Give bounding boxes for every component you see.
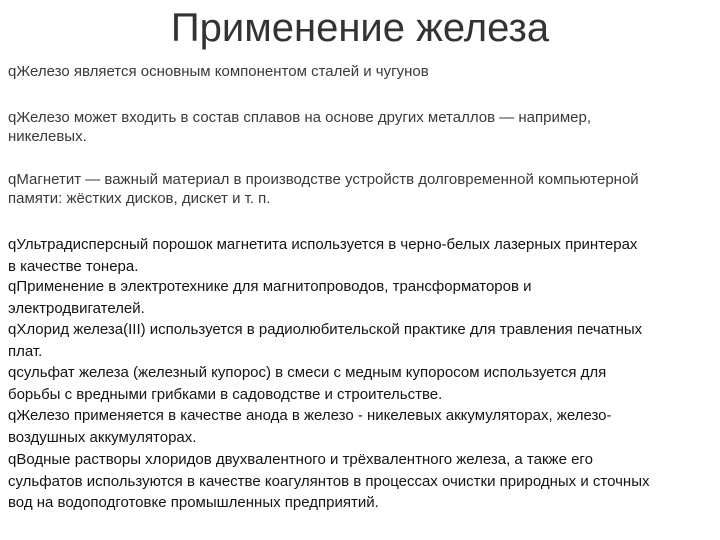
- bullet-marker: q: [8, 109, 17, 126]
- bullet-line: [8, 170, 714, 189]
- bullet-item: [8, 405, 714, 448]
- bullet-line: сульфатов используются в качестве коагулянтов в процессах очистки природных и сточных: [8, 472, 650, 490]
- bullet-text: Водные растворы хлоридов двухвалентного и трёхвалентного железа, а также его: [16, 451, 593, 468]
- bullet-item: [8, 108, 714, 146]
- bullet-marker: q: [8, 278, 17, 295]
- bullet-line: электродвигателей.: [8, 299, 145, 317]
- bullet-text: Железо может входить в состав сплавов на основе других металлов — например,: [16, 109, 592, 126]
- bullet-marker: q: [8, 236, 17, 253]
- bullet-line: в качестве тонера.: [8, 257, 139, 275]
- bullet-text: Магнетит — важный материал в производстве устройств долговременной компьютерной: [16, 171, 639, 188]
- bullet-marker: q: [8, 407, 17, 424]
- bullet-text: сульфат железа (железный купорос) в смеси с медным купоросом используется для: [16, 364, 607, 381]
- bullet-line: [8, 234, 714, 256]
- bullet-item: [8, 170, 714, 208]
- bullet-item: [8, 62, 714, 81]
- bullet-line: воздушных аккумуляторах.: [8, 428, 197, 446]
- bullet-line: плат.: [8, 342, 43, 360]
- bullet-marker: q: [8, 171, 17, 188]
- bullet-line: борьбы с вредными грибками в садоводстве и строительстве.: [8, 385, 443, 403]
- bullet-line: никелевых.: [8, 128, 87, 145]
- bullet-text: Железо применяется в качестве анода в железо - никелевых аккумуляторах, железо-: [16, 407, 612, 424]
- bullet-text: Ультрадисперсный порошок магнетита используется в черно-белых лазерных принтерах: [16, 236, 638, 253]
- bullet-item: [8, 362, 714, 405]
- bullet-line: [8, 362, 714, 384]
- bullet-item: [8, 449, 714, 514]
- bullet-line: памяти: жёстких дисков, дискет и т. п.: [8, 190, 271, 207]
- bullet-item: [8, 276, 714, 319]
- bullet-line: [8, 449, 714, 471]
- bullet-marker: q: [8, 63, 17, 80]
- bullet-marker: q: [8, 364, 17, 381]
- slide-title: Применение железа: [170, 6, 550, 50]
- bullet-line: вод на водоподготовке промышленных предприятий.: [8, 494, 379, 511]
- bullet-text: Применение в электротехнике для магнитопроводов, трансформаторов и: [16, 278, 532, 295]
- bullet-item: [8, 234, 714, 277]
- bullet-marker: q: [8, 321, 17, 338]
- bullet-text: Хлорид железа(III) используется в радиолюбительской практике для травления печатных: [16, 321, 643, 338]
- bullet-line: [8, 276, 714, 298]
- bullet-text: Железо является основным компонентом сталей и чугунов: [16, 63, 429, 80]
- bullet-line: [8, 405, 714, 427]
- bullet-line: [8, 319, 714, 341]
- bullet-marker: q: [8, 451, 17, 468]
- bullet-item: [8, 319, 714, 362]
- bullet-line: [8, 108, 714, 127]
- bullet-line: [8, 62, 714, 81]
